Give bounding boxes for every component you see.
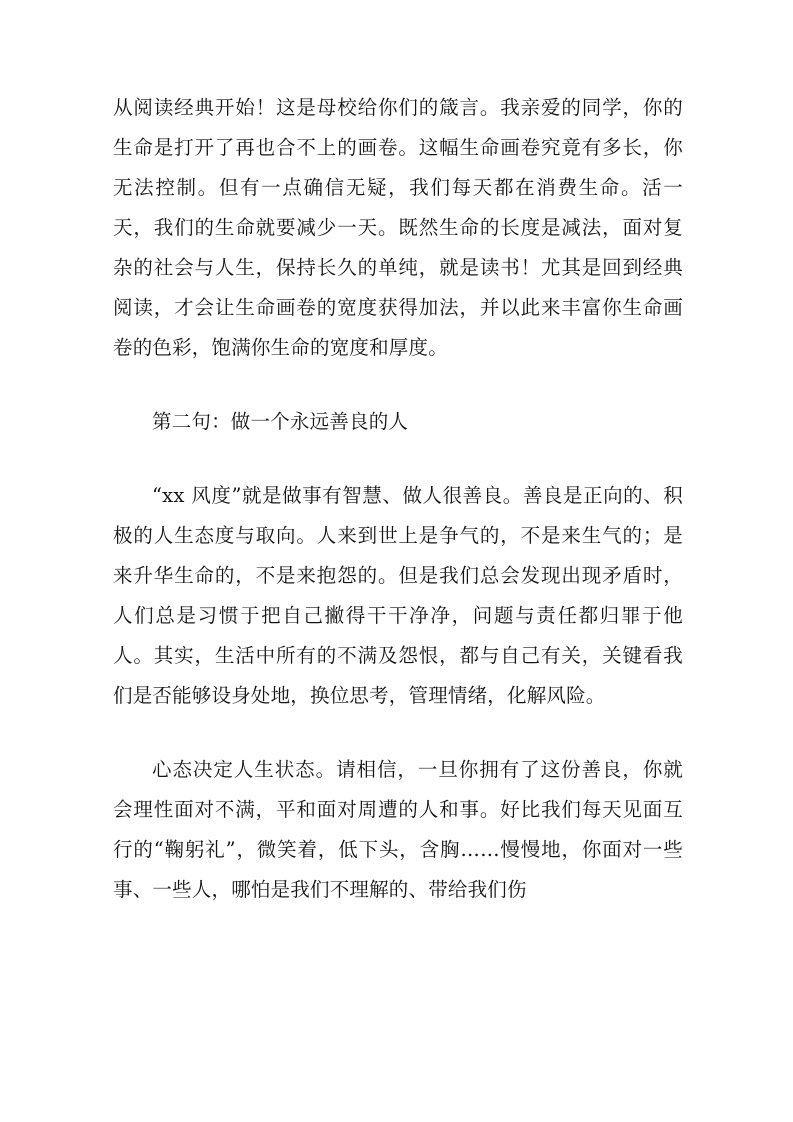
- paragraph-spacer: [113, 442, 683, 476]
- paragraph-spacer: [113, 368, 683, 402]
- paragraph: 从阅读经典开始！这是母校给你们的箴言。我亲爱的同学，你的生命是打开了再也合不上的画卷。这幅生命画卷究竟有多长，你无法控制。但有一点确信无疑，我们每天都在消费生命。活一天，我们的生命就要减少一天。既然生命的长度是减法，面对复杂的社会与人生，保持长久的单纯，就是读书！尤其是回到经典阅读，才会让生命画卷的宽度获得加法，并以此来丰富你生命画卷的色彩，饱满你生命的宽度和厚度。: [113, 96, 683, 359]
- section-heading: 第二句：做一个永远善良的人: [152, 410, 409, 433]
- paragraph: “xx 风度”就是做事有智慧、做人很善良。善良是正向的、积极的人生态度与取向。人来到世上是争气的，不是来生气的；是来升华生命的，不是来抱怨的。但是我们总会发现出现矛盾时，人们总是习惯于把自己撇得干干净净，问题与责任都归罪于他人。其实，生活中所有的不满及怨恨，都与自己有关，关键看我们是否能够设身处地，换位思考，管理情绪，化解风险。: [113, 484, 683, 707]
- paragraph: 心态决定人生状态。请相信，一旦你拥有了这份善良，你就会理性面对不满，平和面对周遭的人和事。好比我们每天见面互行的“鞠躬礼”，微笑着，低下头，含胸……慢慢地，你面对一些事、一些人，哪怕是我们不理解的、带给我们伤: [113, 758, 683, 901]
- paragraph-spacer: [113, 716, 683, 750]
- document-body: [113, 88, 683, 910]
